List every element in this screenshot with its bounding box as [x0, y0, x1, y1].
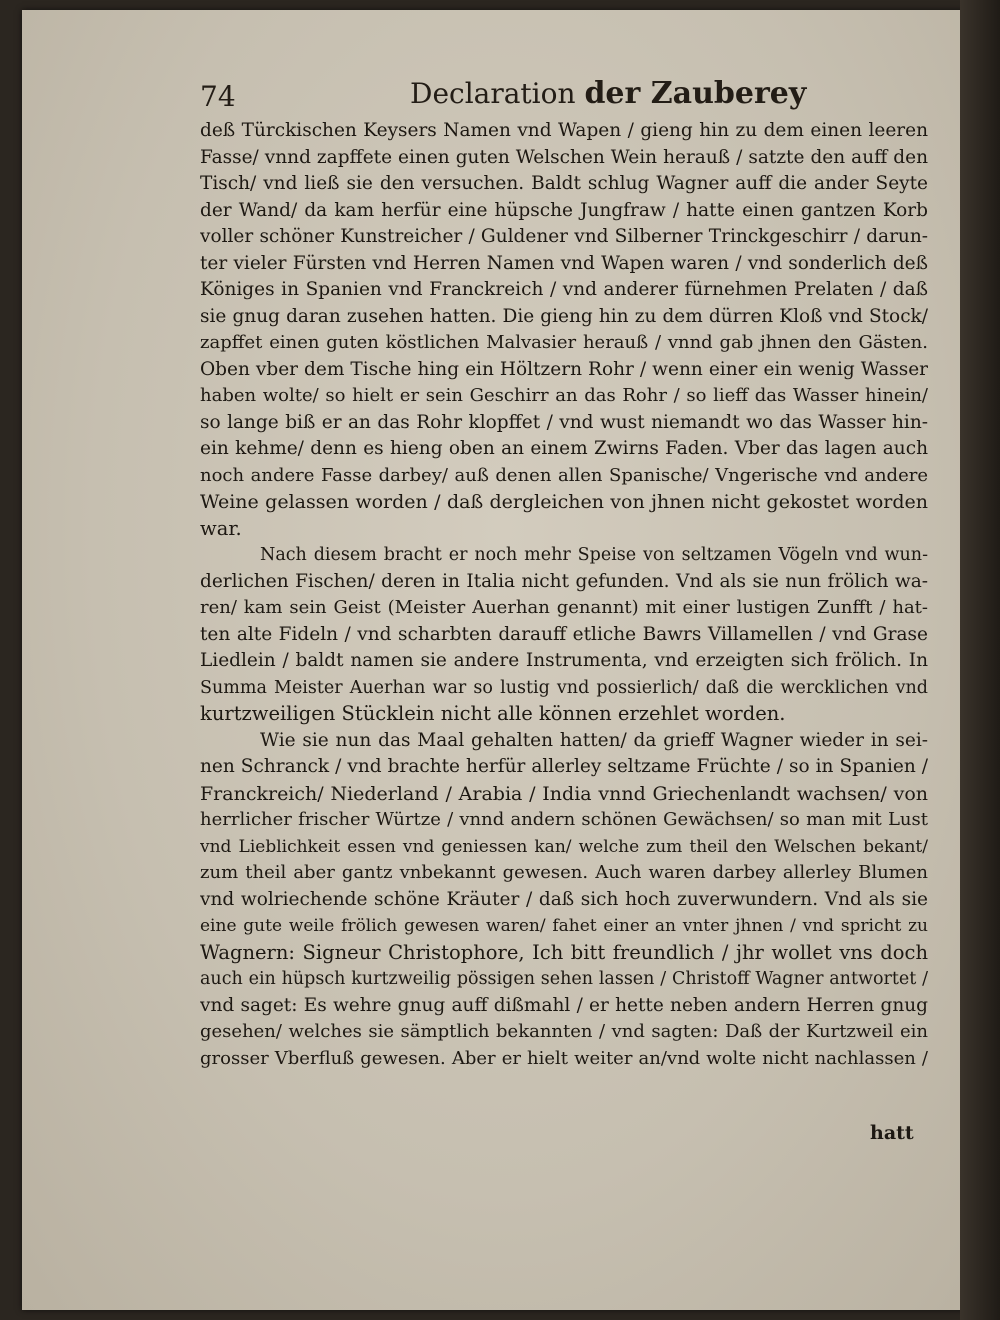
text-line: ren/ kam sein Geist (Meister Auerhan genannt) mit einer lustigen Zunfft / hat-: [200, 597, 928, 618]
text-line: deß Türckischen Keysers Namen vnd Wapen / gieng hin zu dem einen leeren: [200, 120, 928, 141]
page-number: 74: [200, 80, 236, 113]
text-line: vnd Lieblichkeit essen vnd geniessen kan/ welche zum theil den Welschen bekant/: [200, 836, 928, 857]
text-line: Weine gelassen worden / daß dergleichen von jhnen nicht gekostet worden: [200, 491, 928, 513]
text-line: Königes in Spanien vnd Franckreich / vnd anderer fürnehmen Prelaten / daß: [200, 279, 928, 300]
text-line: herrlicher frischer Würtze / vnnd andern schönen Gewächsen/ so man mit Lust: [200, 809, 928, 830]
text-line: Fasse/ vnnd zapffete einen guten Welschen Wein herauß / satzte den auff den: [200, 146, 928, 168]
text-line: Tisch/ vnd ließ sie den versuchen. Baldt schlug Wagner auff die ander Seyte: [200, 173, 928, 194]
text-line: noch andere Fasse darbey/ auß denen allen Spanische/ Vngerische vnd andere: [200, 464, 928, 486]
text-line: war.: [200, 516, 242, 540]
text-line: ten alte Fideln / vnd scharbten darauff etliche Bawrs Villamellen / vnd Grase: [200, 623, 928, 645]
text-line: sie gnug daran zusehen hatten. Die gieng hin zu dem dürren Kloß vnd Stock/: [200, 305, 928, 327]
text-line: Oben vber dem Tische hing ein Höltzern Rohr / wenn einer ein wenig Wasser: [200, 358, 928, 380]
body-text: [200, 118, 928, 1072]
text-line: Franckreich/ Niederland / Arabia / India vnnd Griechenlandt wachsen/ von: [200, 782, 928, 805]
text-line: kurtzweiligen Stücklein nicht alle können erzehlet worden.: [200, 702, 786, 725]
paragraph-start-line: Wie sie nun das Maal gehalten hatten/ da grieff Wagner wieder in sei-: [260, 729, 928, 751]
text-line: vnd wolriechende schöne Kräuter / daß sich hoch zuverwundern. Vnd als sie: [200, 888, 928, 910]
running-title-blackletter: der Zauberey: [584, 76, 807, 111]
page-edge-shadow: [960, 0, 1000, 1320]
text-line: zapffet einen guten köstlichen Malvasier herauß / vnnd gab jhnen den Gästen.: [200, 332, 928, 353]
text-line: Summa Meister Auerhan war so lustig vnd possierlich/ daß die wercklichen vnd: [200, 677, 928, 698]
text-line: grosser Vberfluß gewesen. Aber er hielt weiter an/vnd wolte nicht nachlassen /: [200, 1047, 928, 1069]
running-title-roman: Declaration: [410, 77, 585, 110]
text-line: der Wand/ da kam herfür eine hüpsche Jungfraw / hatte einen gantzen Korb: [200, 199, 928, 221]
text-line: eine gute weile frölich gewesen waren/ fahet einer an vnter jhnen / vnd spricht zu: [200, 916, 928, 936]
text-line: ter vieler Fürsten vnd Herren Namen vnd Wapen waren / vnd sonderlich deß: [200, 252, 928, 274]
text-line: auch ein hüpsch kurtzweilig pössigen sehen lassen / Christoff Wagner antwortet /: [200, 969, 928, 989]
text-line: vnd saget: Es wehre gnug auff dißmahl / er hette neben andern Herren gnug: [200, 994, 928, 1016]
page-header: [200, 74, 807, 114]
text-line: voller schöner Kunstreicher / Guldener vnd Silberner Trinckgeschirr / darun-: [200, 226, 928, 247]
text-line: zum theil aber gantz vnbekannt gewesen. Auch waren darbey allerley Blumen: [200, 862, 928, 883]
text-line: gesehen/ welches sie sämptlich bekannten / vnd sagten: Daß der Kurtzweil ein: [200, 1021, 928, 1042]
running-title: [410, 76, 806, 111]
catchword: hatt: [870, 1122, 914, 1144]
text-line: derlichen Fischen/ deren in Italia nicht gefunden. Vnd als sie nun frölich wa-: [200, 570, 928, 592]
text-line: Liedlein / baldt namen sie andere Instrumenta, vnd erzeigten sich frölich. In: [200, 650, 928, 671]
text-line: ein kehme/ denn es hieng oben an einem Zwirns Faden. Vber das lagen auch: [200, 438, 928, 459]
paragraph-start-line: Nach diesem bracht er noch mehr Speise von seltzamen Vögeln vnd wun-: [260, 545, 928, 565]
text-line: nen Schranck / vnd brachte herfür allerley seltzame Früchte / so in Spanien /: [200, 756, 928, 777]
text-line: Wagnern: Signeur Christophore, Ich bitt freundlich / jhr wollet vns doch: [200, 940, 928, 964]
text-line: so lange biß er an das Rohr klopffet / vnd wust niemandt wo das Wasser hin-: [200, 411, 928, 433]
text-line: haben wolte/ so hielt er sein Geschirr an das Rohr / so lieff das Wasser hinein/: [200, 385, 928, 406]
